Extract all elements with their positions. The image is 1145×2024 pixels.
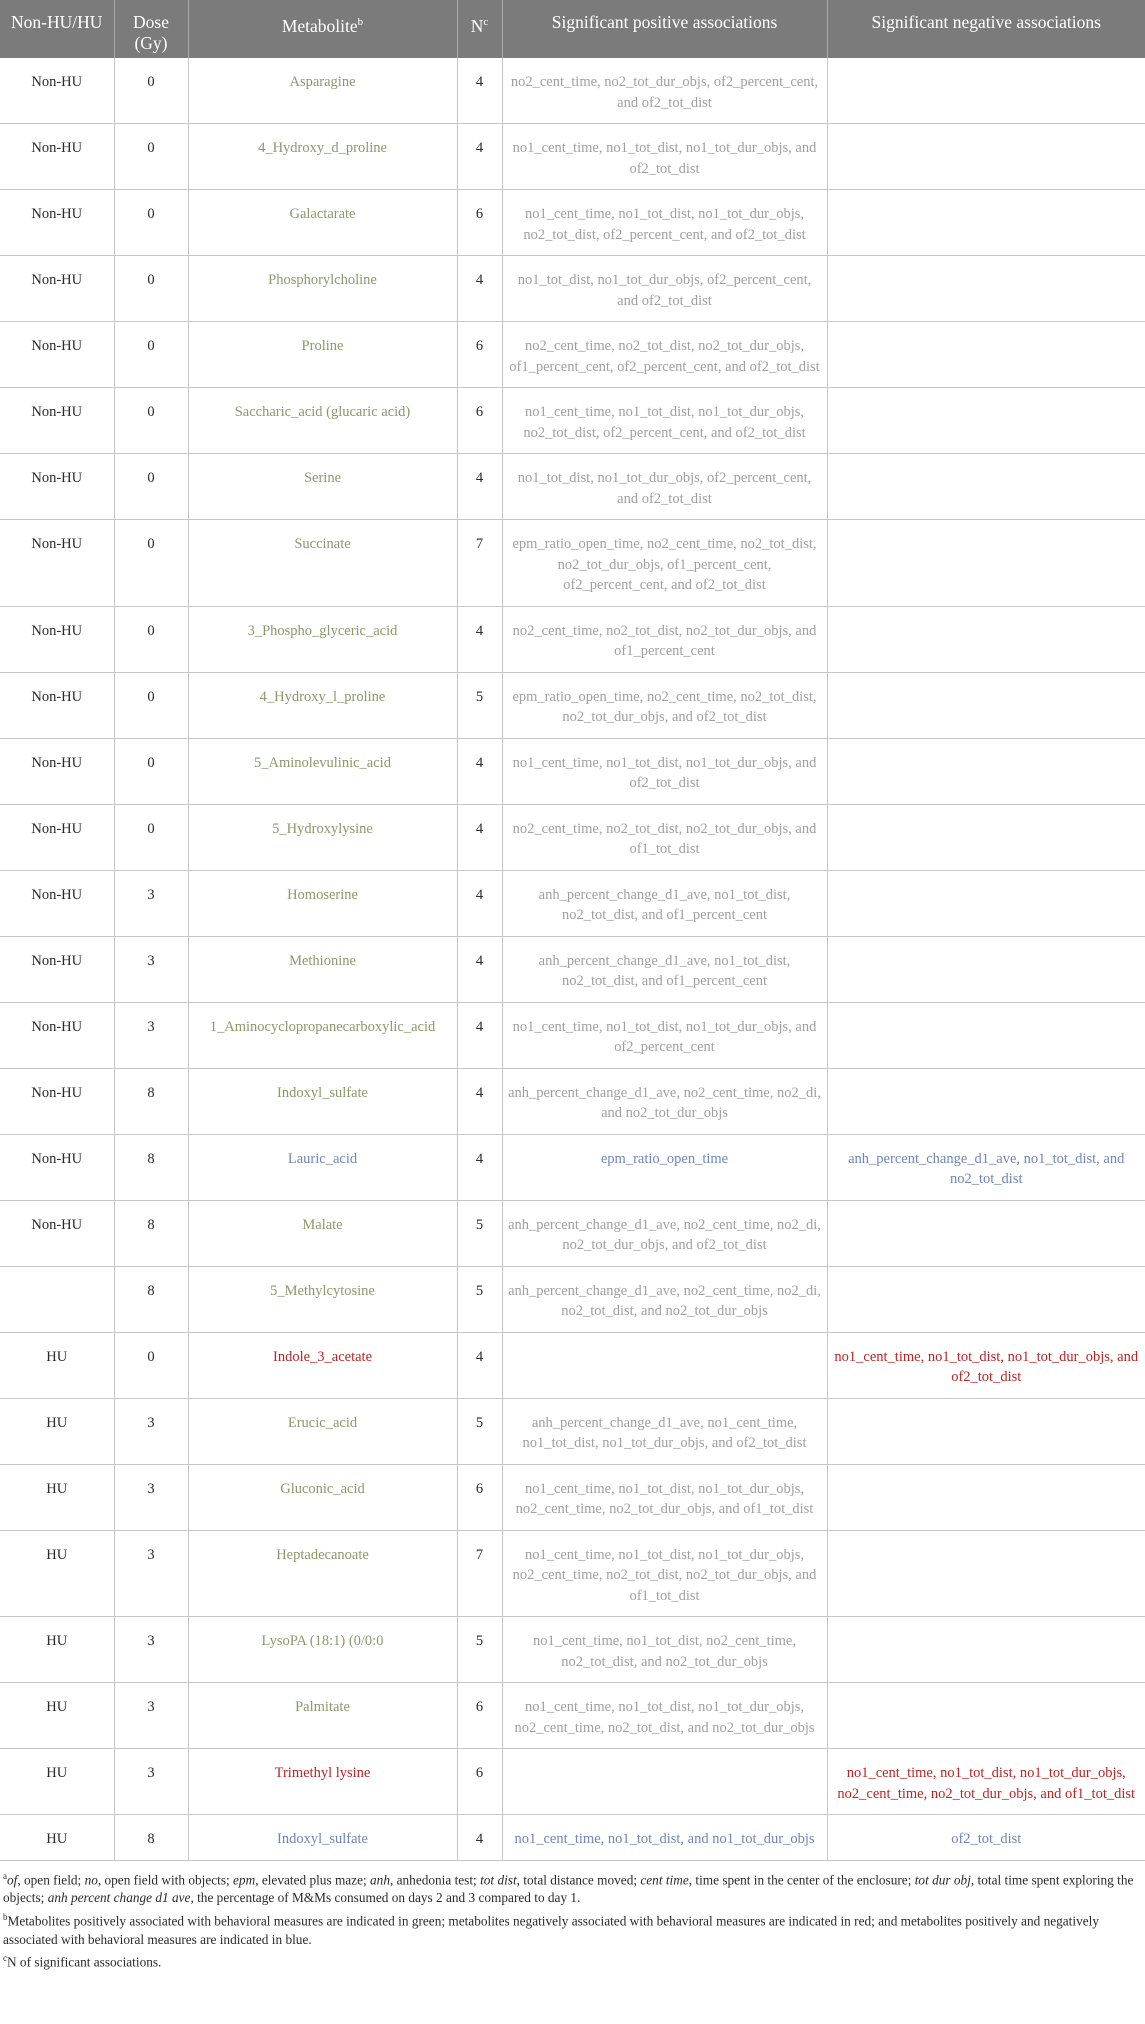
cell-positive-associations: epm_ratio_open_time, no2_cent_time, no2_tot_dist, no2_tot_dur_objs, of1_percent_cent, of2_percent_cent, and of2_tot_dist — [502, 520, 827, 607]
cell-group: Non-HU — [0, 672, 114, 738]
cell-dose: 3 — [114, 1530, 188, 1617]
cell-metabolite: Proline — [188, 322, 457, 388]
footnote-a — [3, 1867, 1142, 1908]
cell-n: 6 — [457, 388, 502, 454]
table-row — [0, 1332, 1145, 1398]
table-body — [0, 58, 1145, 1860]
table-row — [0, 58, 1145, 124]
table-row — [0, 454, 1145, 520]
cell-metabolite: Methionine — [188, 936, 457, 1002]
footnote-definition: , anhedonia test; — [389, 1871, 481, 1887]
cell-negative-associations — [827, 606, 1145, 672]
cell-negative-associations — [827, 672, 1145, 738]
cell-n: 5 — [457, 1398, 502, 1464]
header-negative — [827, 0, 1145, 58]
cell-positive-associations: no2_cent_time, no2_tot_dist, no2_tot_dur_objs, and of1_tot_dist — [502, 804, 827, 870]
cell-positive-associations: anh_percent_change_d1_ave, no2_cent_time, no2_di, and no2_tot_dur_objs — [502, 1068, 827, 1134]
cell-positive-associations: no1_cent_time, no1_tot_dist, no1_tot_dur_objs, no2_tot_dist, of2_percent_cent, and of2_tot_dist — [502, 388, 827, 454]
cell-group — [0, 1266, 114, 1332]
footnote-term: of — [7, 1871, 18, 1887]
cell-negative-associations — [827, 1398, 1145, 1464]
cell-n: 4 — [457, 58, 502, 124]
footnote-c-marker: c — [3, 1953, 7, 1964]
cell-negative-associations — [827, 1530, 1145, 1617]
cell-n: 4 — [457, 936, 502, 1002]
cell-metabolite: Trimethyl lysine — [188, 1749, 457, 1815]
cell-negative-associations — [827, 1068, 1145, 1134]
cell-negative-associations — [827, 1464, 1145, 1530]
cell-metabolite: Indoxyl_sulfate — [188, 1068, 457, 1134]
cell-group: Non-HU — [0, 606, 114, 672]
cell-positive-associations — [502, 1332, 827, 1398]
cell-n: 4 — [457, 454, 502, 520]
table-row — [0, 1749, 1145, 1815]
cell-n: 6 — [457, 1464, 502, 1530]
header-n — [457, 0, 502, 58]
cell-n: 5 — [457, 1617, 502, 1683]
cell-dose: 0 — [114, 804, 188, 870]
cell-negative-associations — [827, 124, 1145, 190]
cell-metabolite: Heptadecanoate — [188, 1530, 457, 1617]
cell-metabolite: Malate — [188, 1200, 457, 1266]
cell-negative-associations — [827, 1617, 1145, 1683]
cell-group: HU — [0, 1617, 114, 1683]
header-group-label: Non-HU/HU — [11, 12, 103, 32]
cell-positive-associations: no1_cent_time, no1_tot_dist, no1_tot_dur_objs, no2_cent_time, no2_tot_dur_objs, and of1_tot_dist — [502, 1464, 827, 1530]
table-row — [0, 936, 1145, 1002]
cell-n: 5 — [457, 672, 502, 738]
table-row — [0, 804, 1145, 870]
cell-dose: 3 — [114, 1398, 188, 1464]
cell-metabolite: 1_Aminocyclopropanecarboxylic_acid — [188, 1002, 457, 1068]
cell-positive-associations: no1_tot_dist, no1_tot_dur_objs, of2_percent_cent, and of2_tot_dist — [502, 454, 827, 520]
table-row — [0, 1266, 1145, 1332]
cell-group: Non-HU — [0, 1068, 114, 1134]
cell-negative-associations: no1_cent_time, no1_tot_dist, no1_tot_dur_objs, no2_cent_time, no2_tot_dur_objs, and of1_tot_dist — [827, 1749, 1145, 1815]
footnote-b-text: Metabolites positively associated with behavioral measures are indicated in green; metabolites negatively associated with behavioral measures are indicated in red; and metabolites positively and negatively associated with behavioral measures are indicated in blue. — [3, 1913, 1099, 1947]
cell-negative-associations — [827, 1266, 1145, 1332]
cell-n: 4 — [457, 606, 502, 672]
cell-group: Non-HU — [0, 256, 114, 322]
cell-group: Non-HU — [0, 936, 114, 1002]
cell-metabolite: Saccharic_acid (glucaric acid) — [188, 388, 457, 454]
table-row — [0, 1068, 1145, 1134]
cell-metabolite: Erucic_acid — [188, 1398, 457, 1464]
cell-dose: 0 — [114, 58, 188, 124]
cell-positive-associations: anh_percent_change_d1_ave, no2_cent_time, no2_di, no2_tot_dur_objs, and of2_tot_dist — [502, 1200, 827, 1266]
cell-metabolite: 4_Hydroxy_d_proline — [188, 124, 457, 190]
cell-n: 4 — [457, 1815, 502, 1861]
cell-group: HU — [0, 1530, 114, 1617]
cell-negative-associations — [827, 454, 1145, 520]
cell-n: 7 — [457, 1530, 502, 1617]
table-row — [0, 606, 1145, 672]
cell-dose: 0 — [114, 606, 188, 672]
cell-metabolite: Serine — [188, 454, 457, 520]
table-row — [0, 388, 1145, 454]
footnote-definition: , total distance moved; — [516, 1871, 641, 1887]
footnote-term: no — [84, 1871, 98, 1887]
cell-n: 4 — [457, 804, 502, 870]
cell-positive-associations: no2_cent_time, no2_tot_dist, no2_tot_dur_objs, of1_percent_cent, of2_percent_cent, and of2_tot_dist — [502, 322, 827, 388]
cell-group: Non-HU — [0, 58, 114, 124]
cell-n: 4 — [457, 1002, 502, 1068]
cell-dose: 0 — [114, 322, 188, 388]
cell-negative-associations — [827, 256, 1145, 322]
cell-group: HU — [0, 1332, 114, 1398]
cell-dose: 3 — [114, 1002, 188, 1068]
cell-dose: 3 — [114, 1683, 188, 1749]
footnote-term: anh — [370, 1871, 390, 1887]
cell-n: 5 — [457, 1266, 502, 1332]
footnote-definition: , open field with objects; — [97, 1871, 234, 1887]
footnote-term: anh percent change d1 ave — [47, 1890, 191, 1906]
footnotes — [0, 1861, 1145, 1973]
table-row — [0, 1398, 1145, 1464]
cell-dose: 8 — [114, 1068, 188, 1134]
cell-positive-associations: anh_percent_change_d1_ave, no2_cent_time, no2_di, no2_tot_dist, and no2_tot_dur_objs — [502, 1266, 827, 1332]
table-row — [0, 1530, 1145, 1617]
cell-metabolite: Homoserine — [188, 870, 457, 936]
cell-negative-associations — [827, 520, 1145, 607]
cell-n: 4 — [457, 1332, 502, 1398]
cell-positive-associations: no1_cent_time, no1_tot_dist, no1_tot_dur_objs, and of2_tot_dist — [502, 738, 827, 804]
cell-metabolite: Indoxyl_sulfate — [188, 1815, 457, 1861]
cell-metabolite: Lauric_acid — [188, 1134, 457, 1200]
cell-dose: 8 — [114, 1134, 188, 1200]
cell-negative-associations — [827, 1002, 1145, 1068]
cell-negative-associations — [827, 936, 1145, 1002]
cell-group: HU — [0, 1683, 114, 1749]
cell-metabolite: 3_Phospho_glyceric_acid — [188, 606, 457, 672]
cell-dose: 0 — [114, 1332, 188, 1398]
header-metabolite-sup: b — [357, 16, 364, 28]
cell-dose: 3 — [114, 870, 188, 936]
footnote-term: epm — [233, 1871, 256, 1887]
cell-group: Non-HU — [0, 1002, 114, 1068]
cell-dose: 3 — [114, 1464, 188, 1530]
cell-positive-associations: no2_cent_time, no2_tot_dur_objs, of2_percent_cent, and of2_tot_dist — [502, 58, 827, 124]
cell-metabolite: Asparagine — [188, 58, 457, 124]
cell-group: Non-HU — [0, 190, 114, 256]
cell-metabolite: Phosphorylcholine — [188, 256, 457, 322]
cell-negative-associations: anh_percent_change_d1_ave, no1_tot_dist, and no2_tot_dist — [827, 1134, 1145, 1200]
cell-positive-associations: no1_cent_time, no1_tot_dist, no1_tot_dur_objs, and of2_tot_dist — [502, 124, 827, 190]
cell-metabolite: 5_Hydroxylysine — [188, 804, 457, 870]
cell-negative-associations — [827, 322, 1145, 388]
footnote-c — [3, 1949, 1142, 1972]
table-row — [0, 870, 1145, 936]
cell-negative-associations — [827, 1683, 1145, 1749]
cell-n: 4 — [457, 124, 502, 190]
cell-positive-associations: epm_ratio_open_time — [502, 1134, 827, 1200]
cell-negative-associations — [827, 388, 1145, 454]
cell-metabolite: 4_Hydroxy_l_proline — [188, 672, 457, 738]
cell-negative-associations: no1_cent_time, no1_tot_dist, no1_tot_dur_objs, and of2_tot_dist — [827, 1332, 1145, 1398]
cell-group: Non-HU — [0, 1200, 114, 1266]
cell-metabolite: Galactarate — [188, 190, 457, 256]
cell-positive-associations: no1_tot_dist, no1_tot_dur_objs, of2_percent_cent, and of2_tot_dist — [502, 256, 827, 322]
cell-negative-associations — [827, 190, 1145, 256]
cell-negative-associations: of2_tot_dist — [827, 1815, 1145, 1861]
cell-metabolite: Succinate — [188, 520, 457, 607]
table-row — [0, 1464, 1145, 1530]
cell-dose: 3 — [114, 1749, 188, 1815]
cell-positive-associations — [502, 1749, 827, 1815]
cell-metabolite: Palmitate — [188, 1683, 457, 1749]
header-positive — [502, 0, 827, 58]
cell-positive-associations: no1_cent_time, no1_tot_dist, no1_tot_dur_objs, no2_cent_time, no2_tot_dist, and no2_tot_dur_objs — [502, 1683, 827, 1749]
cell-dose: 0 — [114, 124, 188, 190]
table-row — [0, 256, 1145, 322]
table-row — [0, 1617, 1145, 1683]
footnote-c-text: N of significant associations. — [7, 1954, 162, 1970]
cell-positive-associations: no1_cent_time, no1_tot_dist, and no1_tot_dur_objs — [502, 1815, 827, 1861]
cell-negative-associations — [827, 738, 1145, 804]
header-positive-label: Significant positive associations — [551, 12, 778, 32]
header-n-label: N — [470, 15, 484, 36]
cell-dose: 8 — [114, 1266, 188, 1332]
footnote-definition: , total time spent exploring the objects; — [3, 1871, 1134, 1906]
cell-dose: 0 — [114, 388, 188, 454]
cell-n: 4 — [457, 738, 502, 804]
cell-group: HU — [0, 1464, 114, 1530]
footnote-definition: , open field; — [17, 1871, 85, 1887]
cell-positive-associations: no1_cent_time, no1_tot_dist, no1_tot_dur_objs, no2_cent_time, no2_tot_dist, no2_tot_dur_objs, and of1_tot_dist — [502, 1530, 827, 1617]
cell-n: 5 — [457, 1200, 502, 1266]
table-row — [0, 1200, 1145, 1266]
footnote-term: cent time — [640, 1871, 689, 1887]
cell-n: 4 — [457, 1068, 502, 1134]
table-row — [0, 322, 1145, 388]
cell-group: Non-HU — [0, 520, 114, 607]
table-row — [0, 1134, 1145, 1200]
cell-metabolite: Indole_3_acetate — [188, 1332, 457, 1398]
cell-positive-associations: no2_cent_time, no2_tot_dist, no2_tot_dur_objs, and of1_percent_cent — [502, 606, 827, 672]
cell-positive-associations: no1_cent_time, no1_tot_dist, no2_cent_time, no2_tot_dist, and no2_tot_dur_objs — [502, 1617, 827, 1683]
footnote-term: tot dist — [480, 1871, 517, 1887]
footnote-a-text — [3, 1872, 1133, 1906]
cell-dose: 3 — [114, 936, 188, 1002]
cell-metabolite: 5_Aminolevulinic_acid — [188, 738, 457, 804]
header-negative-label: Significant negative associations — [871, 12, 1101, 32]
cell-group: Non-HU — [0, 1134, 114, 1200]
cell-group: Non-HU — [0, 738, 114, 804]
cell-dose: 8 — [114, 1815, 188, 1861]
cell-dose: 8 — [114, 1200, 188, 1266]
header-metabolite — [188, 0, 457, 58]
table-row — [0, 1002, 1145, 1068]
cell-n: 6 — [457, 322, 502, 388]
cell-dose: 0 — [114, 190, 188, 256]
header-dose-label: Dose (Gy) — [133, 12, 169, 53]
cell-n: 6 — [457, 1749, 502, 1815]
cell-positive-associations: epm_ratio_open_time, no2_cent_time, no2_tot_dist, no2_tot_dur_objs, and of2_tot_dist — [502, 672, 827, 738]
footnote-term: tot dur obj — [914, 1871, 971, 1887]
cell-n: 4 — [457, 1134, 502, 1200]
cell-group: Non-HU — [0, 870, 114, 936]
footnote-a-marker: a — [3, 1870, 7, 1881]
cell-negative-associations — [827, 1200, 1145, 1266]
footnote-b-marker: b — [3, 1911, 8, 1922]
cell-negative-associations — [827, 870, 1145, 936]
cell-positive-associations: no1_cent_time, no1_tot_dist, no1_tot_dur_objs, no2_tot_dist, of2_percent_cent, and of2_tot_dist — [502, 190, 827, 256]
cell-positive-associations: anh_percent_change_d1_ave, no1_cent_time, no1_tot_dist, no1_tot_dur_objs, and of2_tot_dist — [502, 1398, 827, 1464]
cell-group: Non-HU — [0, 322, 114, 388]
cell-group: Non-HU — [0, 804, 114, 870]
header-metabolite-label: Metabolite — [281, 15, 358, 36]
cell-dose: 0 — [114, 454, 188, 520]
cell-group: HU — [0, 1815, 114, 1861]
footnote-definition: , the percentage of M&Ms consumed on days 2 and 3 compared to day 1. — [190, 1890, 581, 1906]
cell-dose: 0 — [114, 520, 188, 607]
cell-n: 4 — [457, 870, 502, 936]
table-row — [0, 672, 1145, 738]
header-group — [0, 0, 114, 58]
cell-positive-associations: anh_percent_change_d1_ave, no1_tot_dist, no2_tot_dist, and of1_percent_cent — [502, 870, 827, 936]
cell-dose: 3 — [114, 1617, 188, 1683]
cell-metabolite: 5_Methylcytosine — [188, 1266, 457, 1332]
footnote-definition: , elevated plus maze; — [255, 1871, 371, 1887]
cell-dose: 0 — [114, 256, 188, 322]
cell-negative-associations — [827, 804, 1145, 870]
table-row — [0, 738, 1145, 804]
header-n-sup: c — [483, 16, 489, 28]
cell-metabolite: LysoPA (18:1) (0/0:0 — [188, 1617, 457, 1683]
cell-group: Non-HU — [0, 124, 114, 190]
cell-group: HU — [0, 1749, 114, 1815]
table-row — [0, 520, 1145, 607]
table-row — [0, 1815, 1145, 1861]
cell-n: 6 — [457, 190, 502, 256]
cell-n: 7 — [457, 520, 502, 607]
table-header — [0, 0, 1145, 58]
cell-group: Non-HU — [0, 388, 114, 454]
cell-positive-associations: anh_percent_change_d1_ave, no1_tot_dist, no2_tot_dist, and of1_percent_cent — [502, 936, 827, 1002]
cell-dose: 0 — [114, 672, 188, 738]
cell-dose: 0 — [114, 738, 188, 804]
cell-n: 4 — [457, 256, 502, 322]
footnote-b — [3, 1908, 1142, 1949]
table-row — [0, 190, 1145, 256]
footnote-definition: , time spent in the center of the enclosure; — [688, 1871, 915, 1887]
header-row — [0, 0, 1145, 58]
cell-group: HU — [0, 1398, 114, 1464]
cell-n: 6 — [457, 1683, 502, 1749]
cell-negative-associations — [827, 58, 1145, 124]
table-row — [0, 1683, 1145, 1749]
header-dose — [114, 0, 188, 58]
cell-positive-associations: no1_cent_time, no1_tot_dist, no1_tot_dur_objs, and of2_percent_cent — [502, 1002, 827, 1068]
cell-metabolite: Gluconic_acid — [188, 1464, 457, 1530]
cell-group: Non-HU — [0, 454, 114, 520]
table-row — [0, 124, 1145, 190]
